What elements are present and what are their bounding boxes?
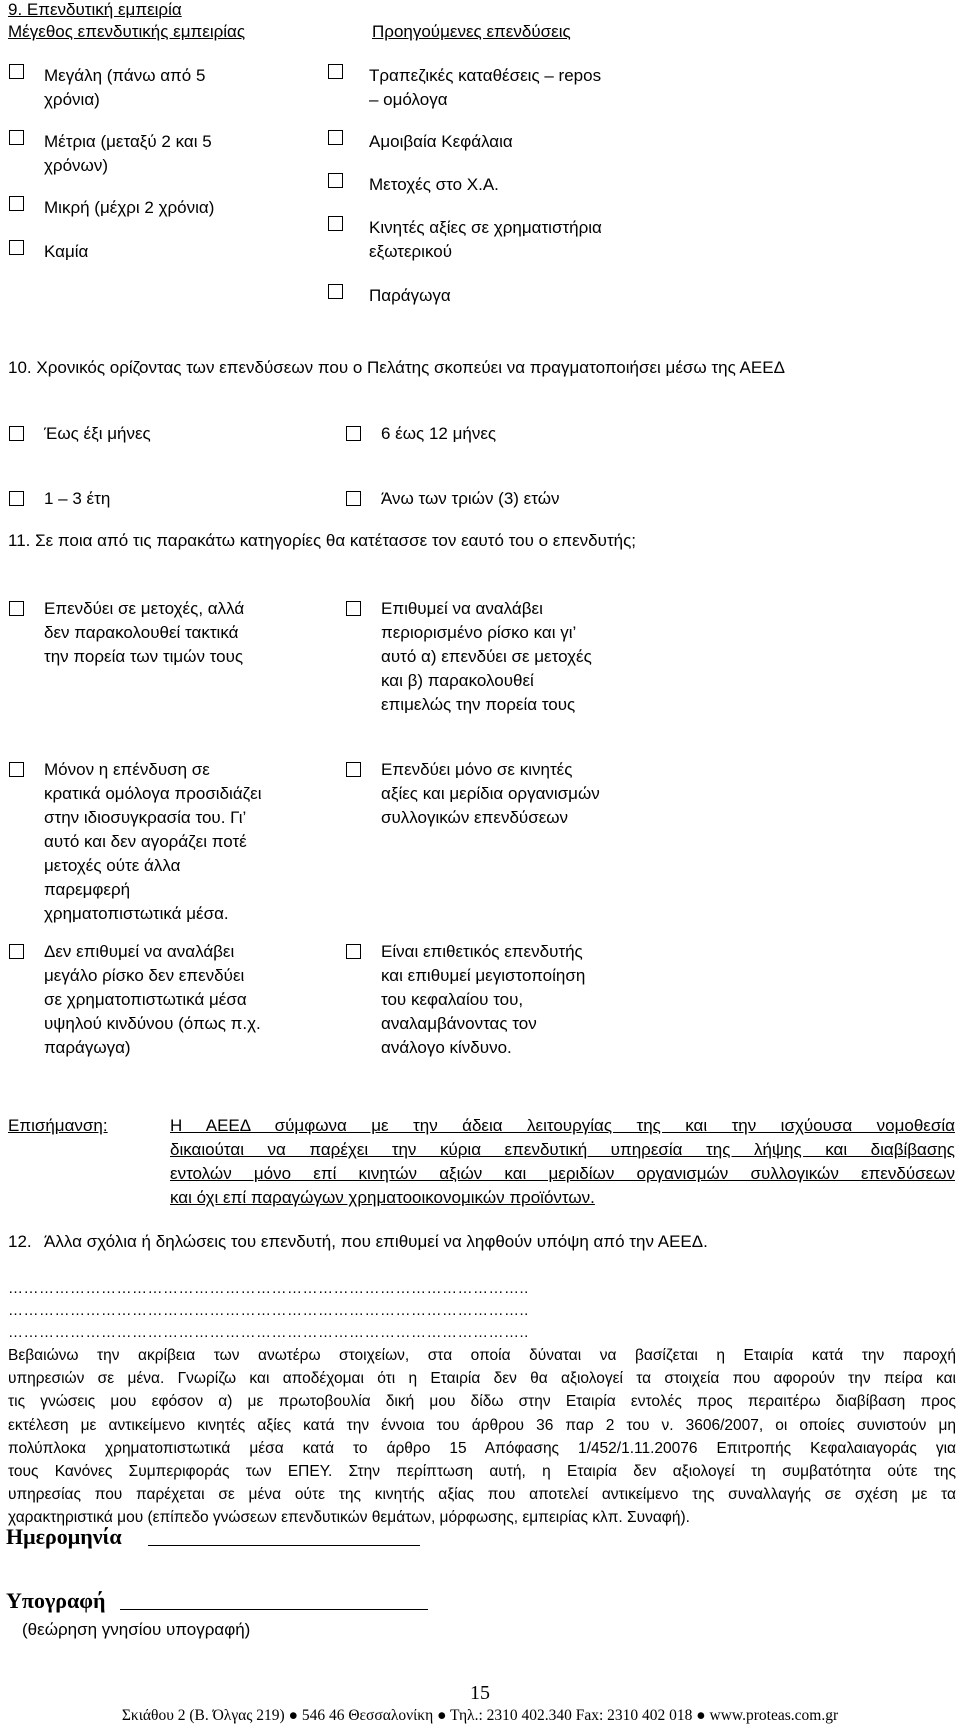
option-label: παρεμφερή bbox=[44, 880, 131, 899]
checkbox[interactable] bbox=[9, 762, 24, 777]
declaration-line: εκτέλεση με αντικείμενο κινητές αξίες κατά την έννοια του άρθρου 36 παρ 2 του ν. 3606/2007, οι οποίες συνιστούν μη bbox=[8, 1416, 956, 1434]
option-label: Άνω των τριών (3) ετών bbox=[381, 489, 560, 508]
option-label: Μέτρια (μεταξύ 2 και 5 bbox=[44, 132, 212, 151]
checkbox[interactable] bbox=[346, 762, 361, 777]
option-label: Δεν επιθυμεί να αναλάβει bbox=[44, 942, 235, 961]
option-label: αξίες και μερίδια οργανισμών bbox=[381, 784, 600, 803]
option-label: περιορισμένο ρίσκο και γι’ bbox=[381, 623, 577, 642]
note-line: Η ΑΕΕΔ σύμφωνα με την άδεια λειτουργίας της και την ισχύουσα νομοθεσία bbox=[170, 1116, 955, 1135]
option-label: παράγωγα) bbox=[44, 1038, 131, 1057]
option-label: Μόνον η επένδυση σε bbox=[44, 760, 210, 779]
note-line: και όχι επί παραγώγων χρηματοοικονομικών προϊόντων. bbox=[170, 1188, 595, 1207]
note-text bbox=[170, 1114, 955, 1210]
option-label: Επιθυμεί να αναλάβει bbox=[381, 599, 543, 618]
checkbox[interactable] bbox=[346, 491, 361, 506]
checkbox[interactable] bbox=[9, 426, 24, 441]
option-label: 1 – 3 έτη bbox=[44, 489, 111, 508]
option-label: Μεγάλη (πάνω από 5 bbox=[44, 66, 206, 85]
checkbox[interactable] bbox=[346, 426, 361, 441]
footer-address: Σκιάθου 2 (Β. Όλγας 219) ● 546 46 Θεσσαλονίκη ● Τηλ.: 2310 402.340 Fax: 2310 402 018 ● www.proteas.com.gr bbox=[121, 1707, 839, 1724]
option-label: ανάλογο κίνδυνο. bbox=[381, 1038, 512, 1057]
checkbox[interactable] bbox=[328, 64, 343, 79]
checkbox[interactable] bbox=[328, 173, 343, 188]
option-label: – ομόλογα bbox=[369, 90, 448, 109]
note-line: δικαιούται να παρέχει την κύρια επενδυτική υπηρεσία της λήψης και διαβίβασης bbox=[170, 1140, 955, 1159]
option-label: χρόνων) bbox=[44, 156, 108, 175]
declaration-text bbox=[8, 1344, 956, 1530]
option-label: στην ιδιοσυγκρασία του. Γι’ bbox=[44, 808, 247, 827]
option-label: συλλογικών επενδύσεων bbox=[381, 808, 569, 827]
q9-heading: 9. Επενδυτική εμπειρία bbox=[8, 0, 182, 19]
option-label: αναλαμβάνοντας τον bbox=[381, 1014, 537, 1033]
declaration-line: Βεβαιώνω την ακρίβεια των ανωτέρω στοιχείων, στα οποία δύναται να βασίζεται η Εταιρία κατά την παροχή bbox=[8, 1347, 956, 1364]
declaration-line: υπηρεσιών σε μένα. Γνωρίζω και αποδέχομαι ότι η Εταιρία δεν θα αξιολογεί τα στοιχεία που αφορούν την πείρα και bbox=[8, 1370, 956, 1388]
option-label: Έως έξι μήνες bbox=[44, 424, 151, 443]
q9-col2-header: Προηγούμενες επενδύσεις bbox=[372, 22, 571, 41]
option-label: Είναι επιθετικός επενδυτής bbox=[381, 942, 583, 961]
option-label: σε χρηματοπιστωτικά μέσα bbox=[44, 990, 247, 1009]
note-label: Επισήμανση: bbox=[8, 1116, 108, 1135]
option-label: Κινητές αξίες σε χρηματιστήρια bbox=[369, 218, 602, 237]
checkbox[interactable] bbox=[9, 601, 24, 616]
option-label: αυτό και δεν αγοράζει ποτέ bbox=[44, 832, 247, 851]
date-label: Ημερομηνία bbox=[6, 1524, 122, 1549]
option-label: χρηματοπιστωτικά μέσα. bbox=[44, 904, 229, 923]
q12-number: 12. bbox=[8, 1232, 32, 1251]
option-label: 6 έως 12 μήνες bbox=[381, 424, 497, 443]
option-label: Επενδύει μόνο σε κινητές bbox=[381, 760, 573, 779]
checkbox[interactable] bbox=[9, 64, 24, 79]
comment-line[interactable]: ……………………………………………………………………………………….. bbox=[8, 1324, 529, 1341]
comment-line[interactable]: ……………………………………………………………………………………….. bbox=[8, 1280, 529, 1297]
date-field[interactable] bbox=[148, 1545, 420, 1546]
checkbox[interactable] bbox=[9, 944, 24, 959]
option-label: μετοχές ούτε άλλα bbox=[44, 856, 181, 875]
option-label: υψηλού κινδύνου (όπως π.χ. bbox=[44, 1014, 261, 1033]
option-label: και β) παρακολουθεί bbox=[381, 671, 534, 690]
declaration-line: τις γνώσεις μου εφόσον α) με πρωτοβουλία δική μου δίδω στην Εταιρία εντολές προς περαιτέρω διαβίβαση προς bbox=[8, 1393, 956, 1411]
checkbox[interactable] bbox=[9, 240, 24, 255]
checkbox[interactable] bbox=[346, 944, 361, 959]
checkbox[interactable] bbox=[328, 130, 343, 145]
q12-heading: Άλλα σχόλια ή δηλώσεις του επενδυτή, που επιθυμεί να ληφθούν υπόψη από την ΑΕΕΔ. bbox=[44, 1232, 708, 1251]
option-label: Μικρή (μέχρι 2 χρόνια) bbox=[44, 198, 215, 217]
checkbox[interactable] bbox=[9, 130, 24, 145]
checkbox[interactable] bbox=[9, 196, 24, 211]
page-number: 15 bbox=[470, 1682, 490, 1704]
option-label: χρόνια) bbox=[44, 90, 100, 109]
option-label: μεγάλο ρίσκο δεν επενδύει bbox=[44, 966, 245, 985]
q9-col1-header: Μέγεθος επενδυτικής εμπειρίας bbox=[8, 22, 246, 41]
option-label: του κεφαλαίου του, bbox=[381, 990, 524, 1009]
option-label: Παράγωγα bbox=[369, 286, 451, 305]
note-line: εντολών μόνο επί κινητών αξιών και μεριδίων οργανισμών συλλογικών επενδύσεων bbox=[170, 1164, 955, 1183]
signature-field[interactable] bbox=[120, 1609, 428, 1610]
option-label: δεν παρακολουθεί τακτικά bbox=[44, 623, 239, 642]
option-label: την πορεία των τιμών τους bbox=[44, 647, 244, 666]
declaration-line: υπηρεσίας που παρέχεται σε μένα ούτε της κινητής αξίας που αποτελεί αντικείμενο της συναλλαγής σε σχέση με τα bbox=[8, 1486, 956, 1504]
option-label: Τραπεζικές καταθέσεις – repos bbox=[369, 66, 602, 85]
checkbox[interactable] bbox=[9, 491, 24, 506]
option-label: κρατικά ομόλογα προσιδιάζει bbox=[44, 784, 262, 803]
comment-line[interactable]: ……………………………………………………………………………………….. bbox=[8, 1302, 529, 1319]
option-label: Μετοχές στο Χ.Α. bbox=[369, 175, 499, 194]
option-label: Επενδύει σε μετοχές, αλλά bbox=[44, 599, 245, 618]
checkbox[interactable] bbox=[328, 216, 343, 231]
option-label: Καμία bbox=[44, 242, 89, 261]
checkbox[interactable] bbox=[346, 601, 361, 616]
declaration-line: πολύπλοκα χρηματοπιστωτικά μέσα κατά το άρθρο 15 Απόφασης 1/452/1.11.20076 Επιτροπής Κεφαλαιαγοράς για bbox=[8, 1439, 956, 1457]
declaration-line: χαρακτηριστικά μου (επίπεδο γνώσεων επενδυτικών θεμάτων, μόρφωσης, εμπειρίας κλπ. Συναφή). bbox=[8, 1509, 690, 1527]
option-label: Αμοιβαία Κεφάλαια bbox=[369, 132, 513, 151]
checkbox[interactable] bbox=[328, 284, 343, 299]
option-label: επιμελώς την πορεία τους bbox=[381, 695, 576, 714]
signature-label: Υπογραφή bbox=[6, 1588, 106, 1613]
q10-heading: 10. Χρονικός ορίζοντας των επενδύσεων που ο Πελάτης σκοπεύει να πραγματοποιήσει μέσω της ΑΕΕΔ bbox=[8, 358, 785, 377]
option-label: εξωτερικού bbox=[369, 242, 453, 261]
declaration-line: τους Κανόνες Συμπεριφοράς των ΕΠΕΥ. Στην περίπτωση αυτή, η Εταιρία δεν αξιολογεί τη συμβατότητα ούτε της bbox=[8, 1463, 956, 1481]
signature-note: (θεώρηση γνησίου υπογραφή) bbox=[22, 1620, 251, 1639]
q11-heading: 11. Σε ποια από τις παρακάτω κατηγορίες θα κατέτασσε τον εαυτό του ο επενδυτής; bbox=[8, 531, 637, 550]
option-label: αυτό α) επενδύει σε μετοχές bbox=[381, 647, 592, 666]
option-label: και επιθυμεί μεγιστοποίηση bbox=[381, 966, 586, 985]
